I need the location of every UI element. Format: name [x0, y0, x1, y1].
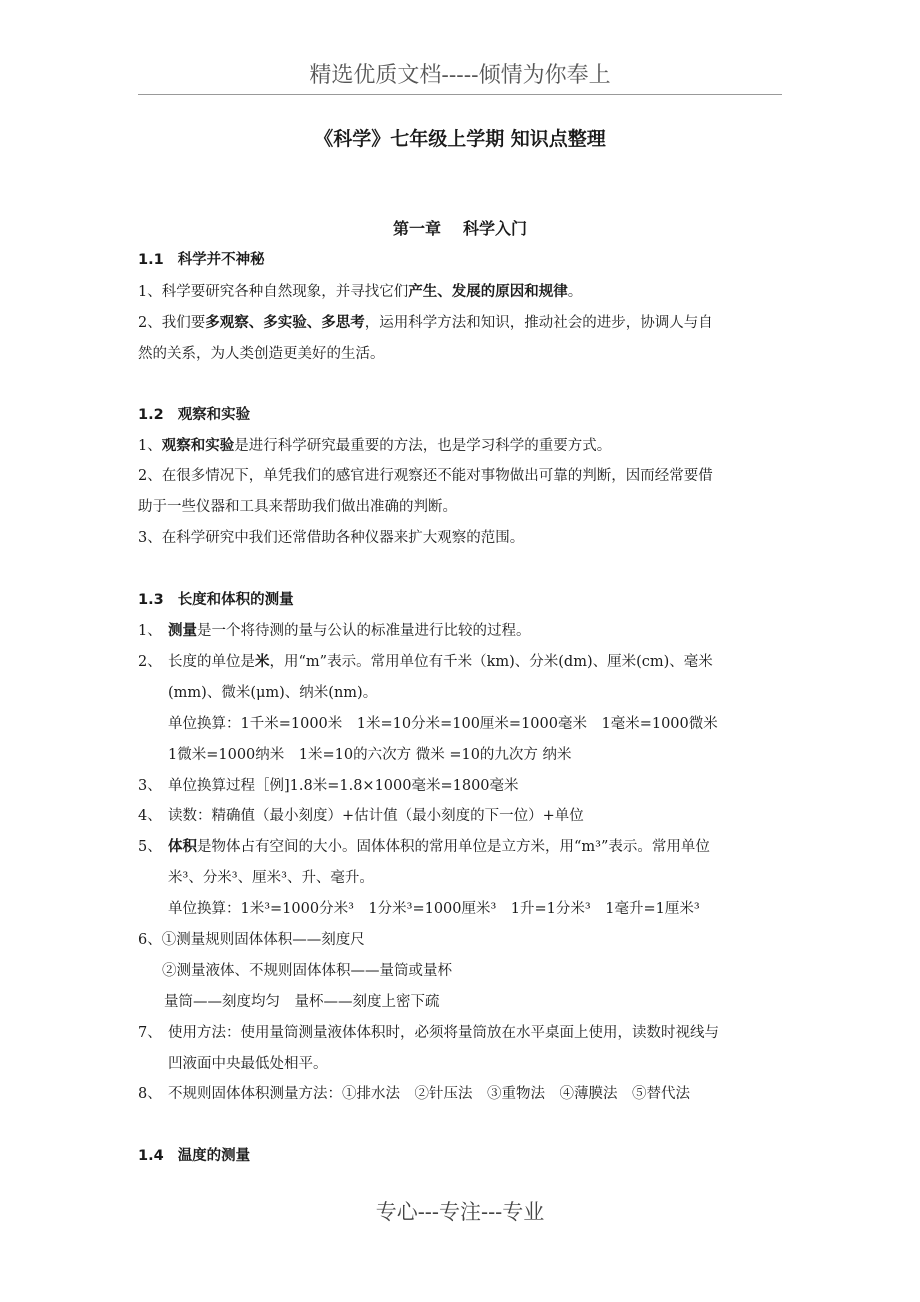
section-number: 1.4 — [138, 1148, 164, 1164]
section-number: 1.1 — [138, 252, 164, 268]
section-heading-1-1 — [138, 250, 265, 270]
list-item-7: 7、 使用方法：使用量筒测量液体体积时，必须将量筒放在水平桌面上使用，读数时视线与 — [138, 1025, 719, 1041]
section-name: 温度的测量 — [177, 1148, 251, 1164]
paragraph-1-2-2-cont: 助于一些仪器和工具来帮助我们做出准确的判断。 — [138, 499, 457, 515]
document-title: 《科学》七年级上学期 知识点整理 — [314, 128, 606, 150]
list-item-5: 5、 体积是物体占有空间的大小。固体体积的常用单位是立方米，用“m³”表示。常用单位 — [138, 839, 710, 855]
section-number: 1.3 — [138, 592, 164, 608]
section-name: 观察和实验 — [177, 407, 251, 423]
section-heading-1-4 — [138, 1146, 250, 1166]
paragraph-1-2-2: 2、在很多情况下，单凭我们的感官进行观察还不能对事物做出可靠的判断，因而经常要借 — [138, 468, 713, 484]
list-item-6-b: ②测量液体、不规则固体体积——量筒或量杯 — [162, 963, 452, 979]
chapter-number: 第一章 — [392, 219, 441, 238]
list-item-2-cont: (mm)、微米(μm)、纳米(nm)。 — [168, 685, 378, 701]
chapter-heading — [0, 216, 920, 239]
list-item-2: 2、 长度的单位是米，用“m”表示。常用单位有千米（km)、分米(dm)、厘米(cm)、毫米 — [138, 654, 713, 670]
list-item-4: 4、 读数：精确值（最小刻度）+估计值（最小刻度的下一位）+单位 — [138, 808, 584, 824]
unit-conversion-length-2: 1微米=1000纳米 1米=10的六次方 微米 =10的九次方 纳米 — [168, 747, 572, 763]
section-number: 1.2 — [138, 407, 164, 423]
page-footer: 专心---专注---专业 — [375, 1200, 545, 1224]
chapter-name: 科学入门 — [463, 219, 528, 238]
section-name: 科学并不神秘 — [177, 252, 265, 268]
paragraph-1-1-2: 2、我们要多观察、多实验、多思考，运用科学方法和知识，推动社会的进步，协调人与自 — [138, 315, 713, 331]
paragraph-1-2-1: 1、观察和实验是进行科学研究最重要的方法，也是学习科学的重要方式。 — [138, 438, 612, 454]
list-item-8: 8、 不规则固体体积测量方法：①排水法 ②针压法 ③重物法 ④薄膜法 ⑤替代法 — [138, 1086, 690, 1102]
section-heading-1-2 — [138, 405, 250, 425]
list-item-3: 3、 单位换算过程［例]1.8米=1.8×1000毫米=1800毫米 — [138, 778, 519, 794]
list-item-7-cont: 凹液面中央最低处相平。 — [168, 1056, 328, 1072]
unit-conversion-length-1: 单位换算：1千米=1000米 1米=10分米=100厘米=1000毫米 1毫米=1000微米 — [168, 716, 718, 732]
page-header: 精选优质文档-----倾情为你奉上 — [138, 58, 782, 95]
list-item-6-c: 量筒——刻度均匀 量杯——刻度上密下疏 — [164, 994, 440, 1010]
paragraph-1-1-1: 1、科学要研究各种自然现象，并寻找它们产生、发展的原因和规律。 — [138, 284, 583, 300]
paragraph-1-2-3: 3、在科学研究中我们还常借助各种仪器来扩大观察的范围。 — [138, 530, 525, 546]
list-item-1: 1、 测量是一个将待测的量与公认的标准量进行比较的过程。 — [138, 623, 531, 639]
unit-conversion-volume: 单位换算：1米³=1000分米³ 1分米³=1000厘米³ 1升=1分米³ 1毫升=1厘米³ — [168, 901, 700, 917]
list-item-5-cont: 米³、分米³、厘米³、升、毫升。 — [168, 870, 374, 886]
section-name: 长度和体积的测量 — [177, 592, 294, 608]
paragraph-1-1-2-cont: 然的关系，为人类创造更美好的生活。 — [138, 346, 385, 362]
section-heading-1-3 — [138, 590, 294, 610]
list-item-6: 6、①测量规则固体体积——刻度尺 — [138, 932, 365, 948]
